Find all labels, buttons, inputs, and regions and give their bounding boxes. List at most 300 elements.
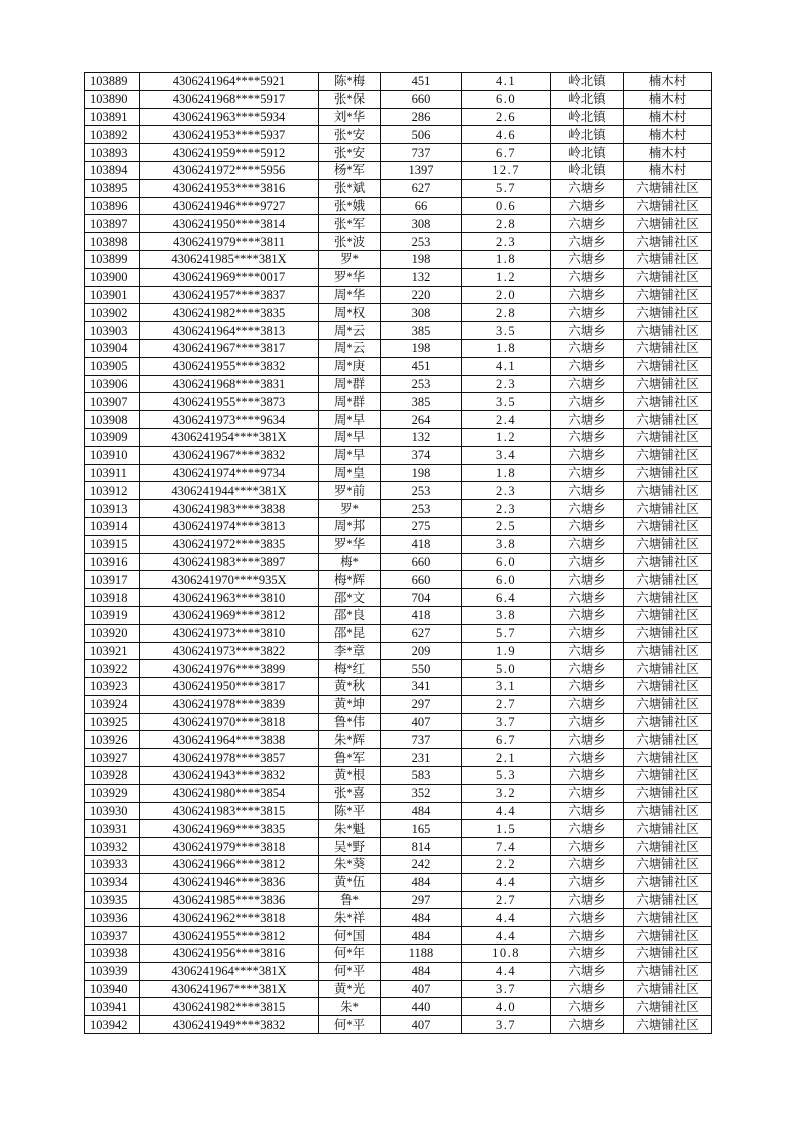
village-cell: 六塘铺社区 xyxy=(624,873,712,891)
value-cell: 1.8 xyxy=(462,339,551,357)
table-row xyxy=(85,678,712,696)
record-number-cell: 103939 xyxy=(85,962,140,980)
township-cell: 六塘乡 xyxy=(551,642,624,660)
township-cell: 六塘乡 xyxy=(551,945,624,963)
amount-cell: 242 xyxy=(381,856,462,874)
value-cell: 3.7 xyxy=(462,713,551,731)
township-cell: 六塘乡 xyxy=(551,695,624,713)
township-cell: 六塘乡 xyxy=(551,179,624,197)
amount-cell: 627 xyxy=(381,179,462,197)
amount-cell: 198 xyxy=(381,339,462,357)
table-row xyxy=(85,500,712,518)
person-name-cell: 张*斌 xyxy=(319,179,381,197)
table-row xyxy=(85,517,712,535)
village-cell: 六塘铺社区 xyxy=(624,589,712,607)
id-number-cell: 4306241943****3832 xyxy=(140,767,319,785)
person-name-cell: 吴*野 xyxy=(319,838,381,856)
table-row xyxy=(85,1016,712,1034)
table-body xyxy=(85,73,712,1034)
id-number-cell: 4306241980****3854 xyxy=(140,784,319,802)
value-cell: 1.5 xyxy=(462,820,551,838)
person-name-cell: 梅* xyxy=(319,553,381,571)
id-number-cell: 4306241983****3897 xyxy=(140,553,319,571)
person-name-cell: 邵*文 xyxy=(319,589,381,607)
amount-cell: 407 xyxy=(381,980,462,998)
township-cell: 六塘乡 xyxy=(551,784,624,802)
township-cell: 六塘乡 xyxy=(551,286,624,304)
table-row xyxy=(85,998,712,1016)
person-name-cell: 周*皇 xyxy=(319,464,381,482)
amount-cell: 660 xyxy=(381,571,462,589)
id-number-cell: 4306241969****3835 xyxy=(140,820,319,838)
value-cell: 4.4 xyxy=(462,927,551,945)
record-number-cell: 103921 xyxy=(85,642,140,660)
amount-cell: 385 xyxy=(381,393,462,411)
table-row xyxy=(85,642,712,660)
township-cell: 六塘乡 xyxy=(551,304,624,322)
id-number-cell: 4306241973****3822 xyxy=(140,642,319,660)
village-cell: 六塘铺社区 xyxy=(624,731,712,749)
village-cell: 六塘铺社区 xyxy=(624,304,712,322)
value-cell: 6.7 xyxy=(462,731,551,749)
id-number-cell: 4306241963****3810 xyxy=(140,589,319,607)
township-cell: 六塘乡 xyxy=(551,838,624,856)
person-name-cell: 周*早 xyxy=(319,411,381,429)
table-row xyxy=(85,144,712,162)
township-cell: 六塘乡 xyxy=(551,428,624,446)
township-cell: 六塘乡 xyxy=(551,962,624,980)
id-number-cell: 4306241967****3832 xyxy=(140,446,319,464)
value-cell: 2.8 xyxy=(462,215,551,233)
township-cell: 六塘乡 xyxy=(551,749,624,767)
record-number-cell: 103934 xyxy=(85,873,140,891)
table-row xyxy=(85,838,712,856)
record-number-cell: 103914 xyxy=(85,517,140,535)
id-number-cell: 4306241964****3813 xyxy=(140,322,319,340)
township-cell: 六塘乡 xyxy=(551,517,624,535)
person-name-cell: 罗* xyxy=(319,250,381,268)
id-number-cell: 4306241979****3811 xyxy=(140,233,319,251)
record-number-cell: 103901 xyxy=(85,286,140,304)
table-row xyxy=(85,945,712,963)
value-cell: 7.4 xyxy=(462,838,551,856)
township-cell: 岭北镇 xyxy=(551,90,624,108)
village-cell: 六塘铺社区 xyxy=(624,357,712,375)
record-number-cell: 103932 xyxy=(85,838,140,856)
id-number-cell: 4306241968****3831 xyxy=(140,375,319,393)
record-number-cell: 103941 xyxy=(85,998,140,1016)
table-row xyxy=(85,197,712,215)
township-cell: 六塘乡 xyxy=(551,393,624,411)
value-cell: 4.4 xyxy=(462,962,551,980)
table-row xyxy=(85,606,712,624)
value-cell: 3.8 xyxy=(462,606,551,624)
amount-cell: 627 xyxy=(381,624,462,642)
amount-cell: 583 xyxy=(381,767,462,785)
village-cell: 楠木村 xyxy=(624,144,712,162)
value-cell: 2.3 xyxy=(462,500,551,518)
township-cell: 六塘乡 xyxy=(551,998,624,1016)
table-row xyxy=(85,215,712,233)
table-row xyxy=(85,731,712,749)
table-row xyxy=(85,482,712,500)
person-name-cell: 黄*秋 xyxy=(319,678,381,696)
id-number-cell: 4306241963****5934 xyxy=(140,108,319,126)
village-cell: 六塘铺社区 xyxy=(624,998,712,1016)
township-cell: 六塘乡 xyxy=(551,357,624,375)
person-name-cell: 梅*红 xyxy=(319,660,381,678)
id-number-cell: 4306241974****3813 xyxy=(140,517,319,535)
person-name-cell: 杨*军 xyxy=(319,161,381,179)
value-cell: 5.0 xyxy=(462,660,551,678)
table-row xyxy=(85,553,712,571)
id-number-cell: 4306241955****3812 xyxy=(140,927,319,945)
village-cell: 六塘铺社区 xyxy=(624,482,712,500)
person-name-cell: 周*群 xyxy=(319,375,381,393)
id-number-cell: 4306241946****3836 xyxy=(140,873,319,891)
record-number-cell: 103899 xyxy=(85,250,140,268)
value-cell: 1.8 xyxy=(462,250,551,268)
id-number-cell: 4306241970****935X xyxy=(140,571,319,589)
village-cell: 六塘铺社区 xyxy=(624,945,712,963)
village-cell: 六塘铺社区 xyxy=(624,962,712,980)
table-row xyxy=(85,339,712,357)
value-cell: 1.8 xyxy=(462,464,551,482)
village-cell: 六塘铺社区 xyxy=(624,446,712,464)
amount-cell: 209 xyxy=(381,642,462,660)
village-cell: 六塘铺社区 xyxy=(624,678,712,696)
amount-cell: 253 xyxy=(381,233,462,251)
table-row xyxy=(85,624,712,642)
value-cell: 1.9 xyxy=(462,642,551,660)
township-cell: 六塘乡 xyxy=(551,446,624,464)
table-row xyxy=(85,268,712,286)
record-number-cell: 103919 xyxy=(85,606,140,624)
record-number-cell: 103925 xyxy=(85,713,140,731)
amount-cell: 1397 xyxy=(381,161,462,179)
record-number-cell: 103907 xyxy=(85,393,140,411)
table-row xyxy=(85,322,712,340)
id-number-cell: 4306241956****3816 xyxy=(140,945,319,963)
id-number-cell: 4306241950****3814 xyxy=(140,215,319,233)
amount-cell: 220 xyxy=(381,286,462,304)
record-number-cell: 103931 xyxy=(85,820,140,838)
table-row xyxy=(85,784,712,802)
id-number-cell: 4306241978****3857 xyxy=(140,749,319,767)
village-cell: 六塘铺社区 xyxy=(624,856,712,874)
value-cell: 3.1 xyxy=(462,678,551,696)
value-cell: 0.6 xyxy=(462,197,551,215)
value-cell: 12.7 xyxy=(462,161,551,179)
amount-cell: 407 xyxy=(381,1016,462,1034)
value-cell: 2.5 xyxy=(462,517,551,535)
village-cell: 楠木村 xyxy=(624,108,712,126)
table-row xyxy=(85,90,712,108)
township-cell: 六塘乡 xyxy=(551,250,624,268)
record-number-cell: 103938 xyxy=(85,945,140,963)
id-number-cell: 4306241985****381X xyxy=(140,250,319,268)
amount-cell: 198 xyxy=(381,464,462,482)
record-number-cell: 103910 xyxy=(85,446,140,464)
id-number-cell: 4306241967****381X xyxy=(140,980,319,998)
village-cell: 六塘铺社区 xyxy=(624,820,712,838)
table-row xyxy=(85,126,712,144)
amount-cell: 308 xyxy=(381,304,462,322)
township-cell: 六塘乡 xyxy=(551,215,624,233)
amount-cell: 297 xyxy=(381,695,462,713)
amount-cell: 286 xyxy=(381,108,462,126)
record-number-cell: 103917 xyxy=(85,571,140,589)
township-cell: 六塘乡 xyxy=(551,678,624,696)
person-name-cell: 何*平 xyxy=(319,962,381,980)
table-row xyxy=(85,73,712,91)
township-cell: 岭北镇 xyxy=(551,144,624,162)
record-number-cell: 103928 xyxy=(85,767,140,785)
person-name-cell: 周*早 xyxy=(319,446,381,464)
village-cell: 楠木村 xyxy=(624,73,712,91)
value-cell: 5.3 xyxy=(462,767,551,785)
person-name-cell: 邵*昆 xyxy=(319,624,381,642)
amount-cell: 418 xyxy=(381,535,462,553)
id-number-cell: 4306241983****3815 xyxy=(140,802,319,820)
village-cell: 六塘铺社区 xyxy=(624,535,712,553)
value-cell: 3.8 xyxy=(462,535,551,553)
records-table xyxy=(84,72,712,1034)
record-number-cell: 103902 xyxy=(85,304,140,322)
township-cell: 六塘乡 xyxy=(551,624,624,642)
record-number-cell: 103920 xyxy=(85,624,140,642)
value-cell: 4.1 xyxy=(462,73,551,91)
value-cell: 4.4 xyxy=(462,802,551,820)
record-number-cell: 103926 xyxy=(85,731,140,749)
village-cell: 六塘铺社区 xyxy=(624,268,712,286)
table-row xyxy=(85,873,712,891)
value-cell: 2.7 xyxy=(462,695,551,713)
township-cell: 岭北镇 xyxy=(551,108,624,126)
person-name-cell: 罗*华 xyxy=(319,268,381,286)
value-cell: 2.7 xyxy=(462,891,551,909)
id-number-cell: 4306241962****3818 xyxy=(140,909,319,927)
record-number-cell: 103923 xyxy=(85,678,140,696)
village-cell: 六塘铺社区 xyxy=(624,606,712,624)
table-row xyxy=(85,428,712,446)
village-cell: 六塘铺社区 xyxy=(624,1016,712,1034)
record-number-cell: 103889 xyxy=(85,73,140,91)
amount-cell: 484 xyxy=(381,909,462,927)
person-name-cell: 张*保 xyxy=(319,90,381,108)
township-cell: 岭北镇 xyxy=(551,73,624,91)
township-cell: 六塘乡 xyxy=(551,197,624,215)
person-name-cell: 张*波 xyxy=(319,233,381,251)
record-number-cell: 103903 xyxy=(85,322,140,340)
township-cell: 六塘乡 xyxy=(551,553,624,571)
person-name-cell: 鲁*军 xyxy=(319,749,381,767)
person-name-cell: 周*早 xyxy=(319,428,381,446)
table-row xyxy=(85,375,712,393)
village-cell: 六塘铺社区 xyxy=(624,215,712,233)
amount-cell: 484 xyxy=(381,873,462,891)
record-number-cell: 103913 xyxy=(85,500,140,518)
amount-cell: 198 xyxy=(381,250,462,268)
value-cell: 2.4 xyxy=(462,411,551,429)
table-row xyxy=(85,695,712,713)
table-row xyxy=(85,856,712,874)
amount-cell: 737 xyxy=(381,144,462,162)
person-name-cell: 黄*伍 xyxy=(319,873,381,891)
person-name-cell: 罗*前 xyxy=(319,482,381,500)
village-cell: 六塘铺社区 xyxy=(624,909,712,927)
village-cell: 六塘铺社区 xyxy=(624,927,712,945)
record-number-cell: 103893 xyxy=(85,144,140,162)
amount-cell: 308 xyxy=(381,215,462,233)
table-row xyxy=(85,802,712,820)
village-cell: 六塘铺社区 xyxy=(624,500,712,518)
value-cell: 3.5 xyxy=(462,393,551,411)
id-number-cell: 4306241955****3873 xyxy=(140,393,319,411)
table-row xyxy=(85,464,712,482)
village-cell: 六塘铺社区 xyxy=(624,695,712,713)
table-row xyxy=(85,411,712,429)
person-name-cell: 张*安 xyxy=(319,126,381,144)
id-number-cell: 4306241953****3816 xyxy=(140,179,319,197)
value-cell: 1.2 xyxy=(462,268,551,286)
table-row xyxy=(85,233,712,251)
id-number-cell: 4306241966****3812 xyxy=(140,856,319,874)
record-number-cell: 103892 xyxy=(85,126,140,144)
village-cell: 六塘铺社区 xyxy=(624,197,712,215)
person-name-cell: 周*权 xyxy=(319,304,381,322)
person-name-cell: 邵*良 xyxy=(319,606,381,624)
table-row xyxy=(85,446,712,464)
village-cell: 六塘铺社区 xyxy=(624,339,712,357)
record-number-cell: 103942 xyxy=(85,1016,140,1034)
village-cell: 六塘铺社区 xyxy=(624,375,712,393)
table-row xyxy=(85,660,712,678)
person-name-cell: 朱*辉 xyxy=(319,731,381,749)
table-row xyxy=(85,713,712,731)
person-name-cell: 周*云 xyxy=(319,339,381,357)
township-cell: 六塘乡 xyxy=(551,233,624,251)
table-row xyxy=(85,304,712,322)
village-cell: 楠木村 xyxy=(624,90,712,108)
township-cell: 六塘乡 xyxy=(551,891,624,909)
village-cell: 六塘铺社区 xyxy=(624,802,712,820)
table-row xyxy=(85,179,712,197)
id-number-cell: 4306241944****381X xyxy=(140,482,319,500)
amount-cell: 66 xyxy=(381,197,462,215)
record-number-cell: 103905 xyxy=(85,357,140,375)
value-cell: 4.6 xyxy=(462,126,551,144)
table-row xyxy=(85,357,712,375)
record-number-cell: 103929 xyxy=(85,784,140,802)
value-cell: 6.7 xyxy=(462,144,551,162)
person-name-cell: 张*喜 xyxy=(319,784,381,802)
record-number-cell: 103940 xyxy=(85,980,140,998)
person-name-cell: 何*年 xyxy=(319,945,381,963)
amount-cell: 165 xyxy=(381,820,462,838)
table-row xyxy=(85,535,712,553)
person-name-cell: 鲁* xyxy=(319,891,381,909)
table-row xyxy=(85,820,712,838)
table-row xyxy=(85,767,712,785)
amount-cell: 440 xyxy=(381,998,462,1016)
township-cell: 六塘乡 xyxy=(551,927,624,945)
amount-cell: 132 xyxy=(381,268,462,286)
table-row xyxy=(85,962,712,980)
township-cell: 六塘乡 xyxy=(551,873,624,891)
value-cell: 4.4 xyxy=(462,873,551,891)
village-cell: 六塘铺社区 xyxy=(624,179,712,197)
id-number-cell: 4306241972****3835 xyxy=(140,535,319,553)
person-name-cell: 刘*华 xyxy=(319,108,381,126)
amount-cell: 550 xyxy=(381,660,462,678)
amount-cell: 231 xyxy=(381,749,462,767)
township-cell: 岭北镇 xyxy=(551,126,624,144)
record-number-cell: 103915 xyxy=(85,535,140,553)
village-cell: 六塘铺社区 xyxy=(624,838,712,856)
amount-cell: 352 xyxy=(381,784,462,802)
village-cell: 六塘铺社区 xyxy=(624,642,712,660)
record-number-cell: 103930 xyxy=(85,802,140,820)
person-name-cell: 周*群 xyxy=(319,393,381,411)
value-cell: 2.6 xyxy=(462,108,551,126)
record-number-cell: 103924 xyxy=(85,695,140,713)
township-cell: 六塘乡 xyxy=(551,500,624,518)
amount-cell: 660 xyxy=(381,553,462,571)
table-row xyxy=(85,393,712,411)
amount-cell: 374 xyxy=(381,446,462,464)
township-cell: 六塘乡 xyxy=(551,464,624,482)
township-cell: 六塘乡 xyxy=(551,1016,624,1034)
id-number-cell: 4306241982****3815 xyxy=(140,998,319,1016)
record-number-cell: 103896 xyxy=(85,197,140,215)
village-cell: 六塘铺社区 xyxy=(624,553,712,571)
township-cell: 六塘乡 xyxy=(551,606,624,624)
table-row xyxy=(85,286,712,304)
id-number-cell: 4306241978****3839 xyxy=(140,695,319,713)
id-number-cell: 4306241969****3812 xyxy=(140,606,319,624)
person-name-cell: 陈*梅 xyxy=(319,73,381,91)
id-number-cell: 4306241979****3818 xyxy=(140,838,319,856)
amount-cell: 484 xyxy=(381,927,462,945)
township-cell: 六塘乡 xyxy=(551,571,624,589)
amount-cell: 264 xyxy=(381,411,462,429)
value-cell: 10.8 xyxy=(462,945,551,963)
village-cell: 六塘铺社区 xyxy=(624,428,712,446)
township-cell: 六塘乡 xyxy=(551,535,624,553)
amount-cell: 814 xyxy=(381,838,462,856)
id-number-cell: 4306241946****9727 xyxy=(140,197,319,215)
amount-cell: 297 xyxy=(381,891,462,909)
person-name-cell: 李*章 xyxy=(319,642,381,660)
record-number-cell: 103912 xyxy=(85,482,140,500)
person-name-cell: 周*华 xyxy=(319,286,381,304)
village-cell: 楠木村 xyxy=(624,126,712,144)
person-name-cell: 周*邦 xyxy=(319,517,381,535)
id-number-cell: 4306241967****3817 xyxy=(140,339,319,357)
id-number-cell: 4306241957****3837 xyxy=(140,286,319,304)
record-number-cell: 103908 xyxy=(85,411,140,429)
id-number-cell: 4306241969****0017 xyxy=(140,268,319,286)
amount-cell: 737 xyxy=(381,731,462,749)
person-name-cell: 张*安 xyxy=(319,144,381,162)
table-row xyxy=(85,571,712,589)
table-row xyxy=(85,891,712,909)
record-number-cell: 103904 xyxy=(85,339,140,357)
village-cell: 六塘铺社区 xyxy=(624,464,712,482)
value-cell: 3.5 xyxy=(462,322,551,340)
record-number-cell: 103936 xyxy=(85,909,140,927)
